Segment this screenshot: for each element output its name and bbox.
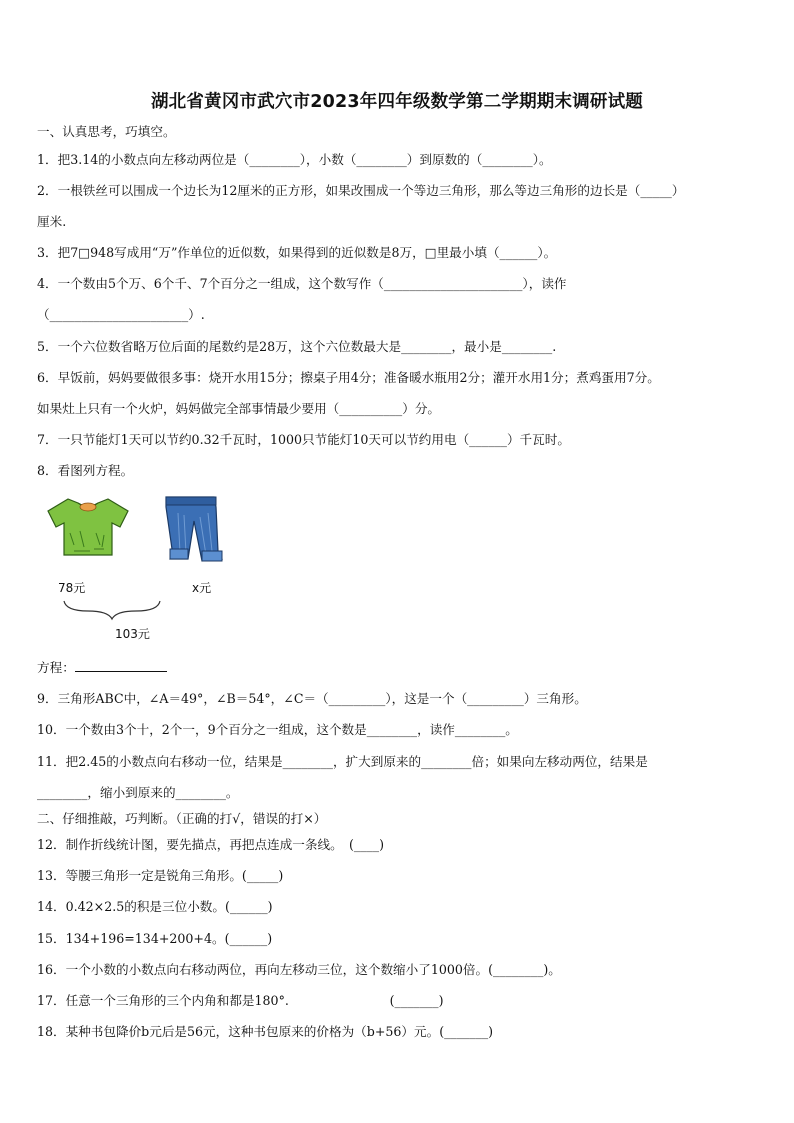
question-15: 15．134+196=134+200+4。(______) [37, 931, 273, 946]
question-1: 1．把3.14的小数点向左移动两位是（________），小数（________）到原数的（________）。 [37, 152, 552, 167]
page-title: 湖北省黄冈市武穴市2023年四年级数学第二学期期末调研试题 [150, 92, 643, 112]
question-14: 14．0.42×2.5的积是三位小数。(______) [37, 899, 273, 914]
question-2: 2．一根铁丝可以围成一个边长为12厘米的正方形，如果改围成一个等边三角形，那么等边三角形的边长是（_____） [37, 183, 685, 198]
green-shirt-icon [48, 499, 128, 555]
question-4: 4．一个数由5个万、6个千、7个百分之一组成，这个数写作（______________________），读作 [37, 276, 567, 291]
question-6-continued: 如果灶上只有一个火炉，妈妈做完全部事情最少要用（__________）分。 [37, 401, 440, 416]
question-5: 5．一个六位数省略万位后面的尾数约是28万，这个六位数最大是________，最小是________. [37, 339, 557, 354]
equation-answer-blank[interactable] [75, 659, 167, 672]
question-3: 3．把7□948写成用“万”作单位的近似数，如果得到的近似数是8万，□里最小填（______）。 [37, 245, 557, 260]
question-9: 9．三角形ABC中，∠A＝49°，∠B＝54°，∠C＝（_________），这是一个（_________）三角形。 [37, 691, 587, 706]
question-8-figure [40, 493, 240, 648]
blue-jeans-icon [166, 497, 222, 561]
question-2-continued: 厘米. [37, 214, 67, 229]
question-4-continued: （______________________）. [37, 307, 205, 322]
brace-connector [64, 601, 160, 619]
question-7: 7．一只节能灯1天可以节约0.32千瓦时，1000只节能灯10天可以节约用电（______）千瓦时。 [37, 432, 570, 447]
question-8: 8．看图列方程。 [37, 463, 134, 478]
shirt-price-label: 78元 [58, 581, 86, 595]
equation-label: 方程： [37, 660, 75, 675]
section-heading-fill-in: 一、认真思考，巧填空。 [37, 124, 176, 139]
equation-label-line [37, 657, 167, 676]
total-price-label: 103元 [115, 627, 150, 641]
pants-price-label: x元 [192, 581, 212, 595]
question-12: 12．制作折线统计图，要先描点，再把点连成一条线。 (____) [37, 837, 384, 852]
question-11-continued: ________，缩小到原来的________。 [37, 785, 239, 800]
question-10: 10．一个数由3个十，2个一，9个百分之一组成，这个数是________，读作________。 [37, 722, 518, 737]
question-11: 11．把2.45的小数点向右移动一位，结果是________，扩大到原来的________倍；如果向左移动两位，结果是 [37, 754, 648, 769]
section-heading-judgment: 二、仔细推敲，巧判断。（正确的打√，错误的打×） [37, 811, 327, 826]
question-16: 16．一个小数的小数点向右移动两位，再向左移动三位，这个数缩小了1000倍。(________)。 [37, 962, 561, 977]
question-17: 17．任意一个三角形的三个内角和都是180°. (_______) [37, 993, 444, 1008]
question-6: 6．早饭前，妈妈要做很多事：烧开水用15分；擦桌子用4分；准备暖水瓶用2分；灌开水用1分；煮鸡蛋用7分。 [37, 370, 660, 385]
question-13: 13．等腰三角形一定是锐角三角形。(_____) [37, 868, 284, 883]
question-18: 18．某种书包降价b元后是56元，这种书包原来的价格为（b+56）元。(_______) [37, 1024, 494, 1039]
